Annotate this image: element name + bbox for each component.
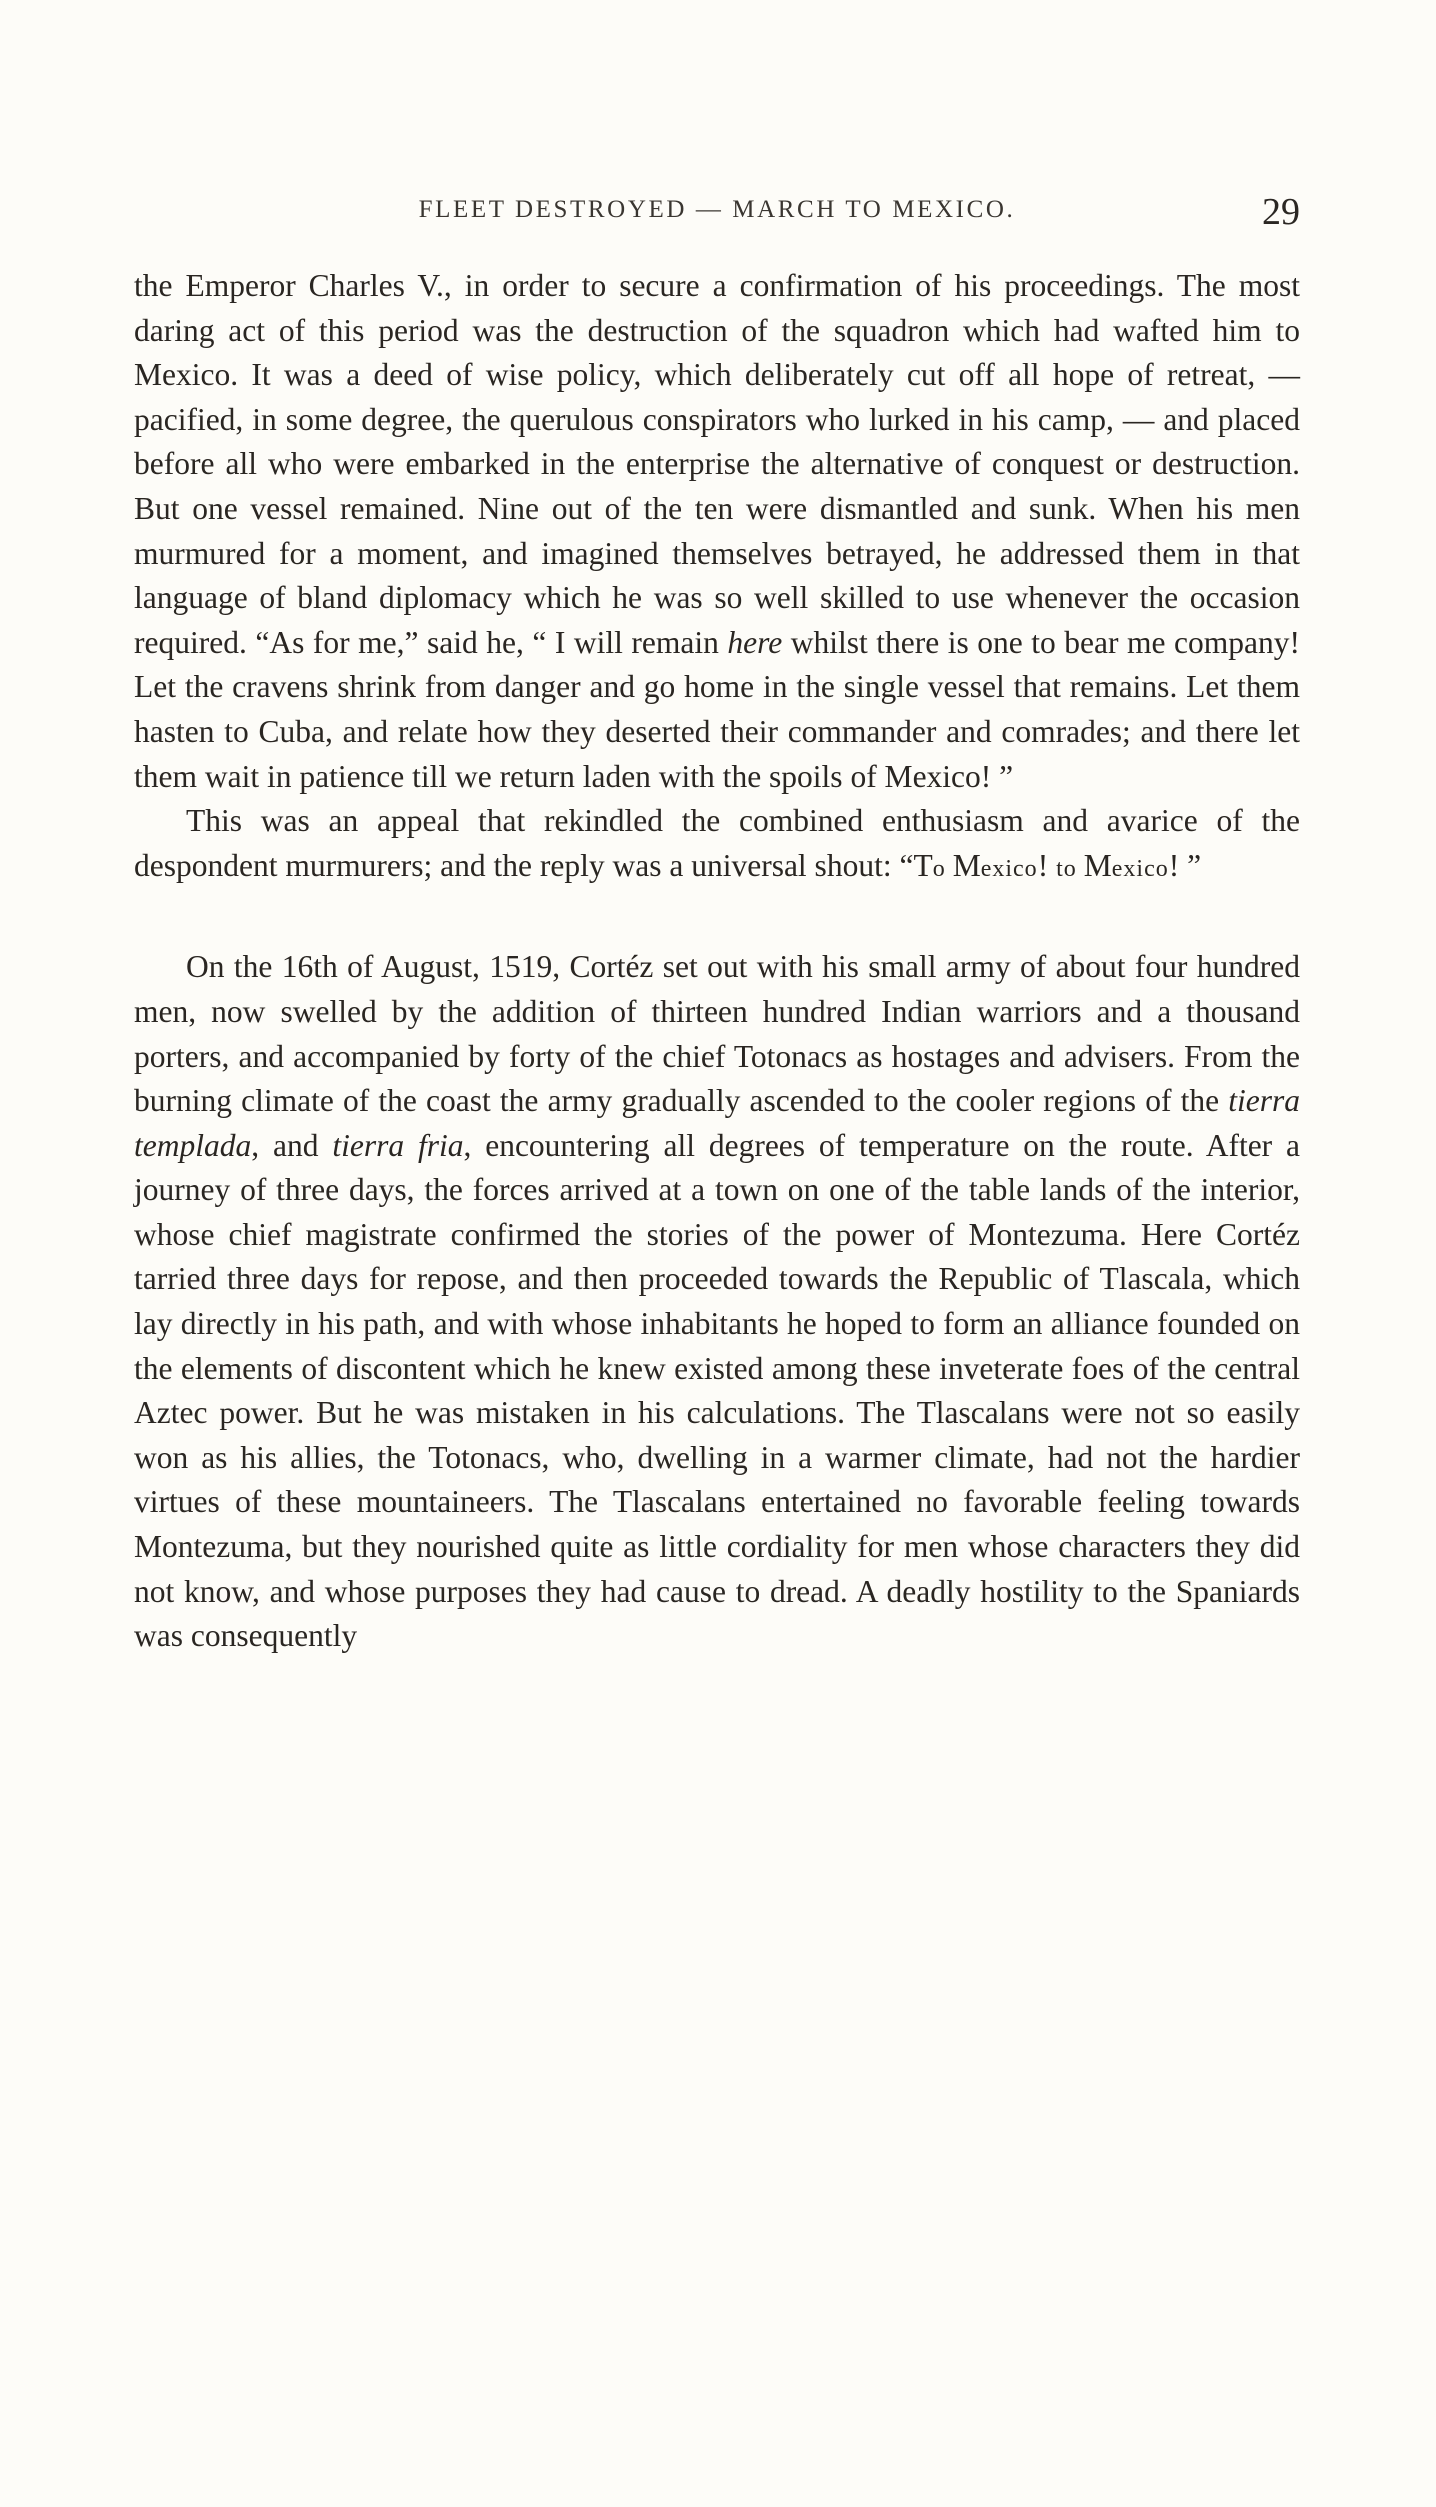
paragraph-fleet-destroyed — [134, 264, 1300, 799]
running-head — [134, 190, 1300, 240]
small-caps-run: to — [1056, 855, 1084, 882]
text-run: This was an appeal that rekindled the combined enthusiasm and avarice of the despondent murmurers; and the reply was a universal shout: “ — [134, 803, 1300, 883]
text-run: , encountering all degrees of temperature on the route. After a journey of three days, the forces arrived at a town on one of the table lands of the interior, whose chief magistrate confirmed the stories of the power of Montezuma. Here Cortéz tarried three days for repose, and then proceeded towards the Republic of Tlascala, which lay directly in his path, and with whose inhabitants he hoped to form an alliance founded on the elements of discontent which he knew existed among these inveterate foes of the central Aztec power. But he was mistaken in his calculations. The Tlascalans were not so easily won as his allies, the Totonacs, who, dwelling in a warmer climate, had not the hardier virtues of these mountaineers. The Tlascalans entertained no favorable feeling towards Montezuma, but they nourished quite as little cordiality for men whose characters they did not know, and whose purposes they had cause to dread. A deadly hostility to the Spaniards was consequently — [134, 1127, 1301, 1654]
paragraph-march-to-tlascala — [134, 945, 1300, 1659]
small-caps-run: exico — [980, 855, 1038, 882]
italic-run: tierra fria — [332, 1127, 464, 1163]
page-number: 29 — [1262, 191, 1300, 233]
small-caps-run: exico — [1111, 855, 1169, 882]
italic-run: here — [727, 624, 783, 660]
small-caps-initial: M — [952, 847, 981, 883]
text-run: On the 16th of August, 1519, Cortéz set out with his small army of about four hundred men, now swelled by the addition of thirteen hundred Indian warriors and a thousand porters, and accompanied by forty of the chief Totonacs as hostages and advisers. From the burning climate of the coast the army gradually ascended to the cooler regions of the — [134, 949, 1300, 1119]
italic-run: tierra templada — [134, 1083, 1300, 1163]
small-caps-run: o — [932, 855, 953, 882]
body-text — [134, 264, 1300, 1659]
text-run: ! ” — [1168, 847, 1202, 883]
paragraph-to-mexico-shout — [134, 799, 1300, 891]
text-run: whilst there is one to bear me company! Let the cravens shrink from danger and go home in the single vessel that remains. Let them hasten to Cuba, and relate how they deserted their commander and comrades; and there let them wait in patience till we return laden with the spoils of Mexico! ” — [134, 624, 1300, 794]
text-run: the Emperor Charles V., in order to secure a confirmation of his proceedings. The most daring act of this period was the destruction of the squadron which had wafted him to Mexico. It was a deed of wise policy, which deliberately cut off all hope of retreat, — pacified, in some degree, the querulous conspirators who lurked in his camp, — and placed before all who were embarked in the enterprise the alternative of conquest or destruction. But one vessel remained. Nine out of the ten were dismantled and sunk. When his men murmured for a moment, and imagined themselves betrayed, he addressed them in that language of bland diplomacy which he was so well skilled to use whenever the occasion required. “As for me,” said he, “ I will remain — [134, 268, 1300, 660]
running-title: FLEET DESTROYED — MARCH TO MEXICO. — [418, 196, 1016, 223]
small-caps-initial: M — [1083, 847, 1112, 883]
text-run: ! — [1037, 847, 1057, 883]
text-run: , and — [251, 1127, 333, 1163]
section-break — [134, 891, 1300, 945]
small-caps-initial: T — [913, 847, 933, 883]
